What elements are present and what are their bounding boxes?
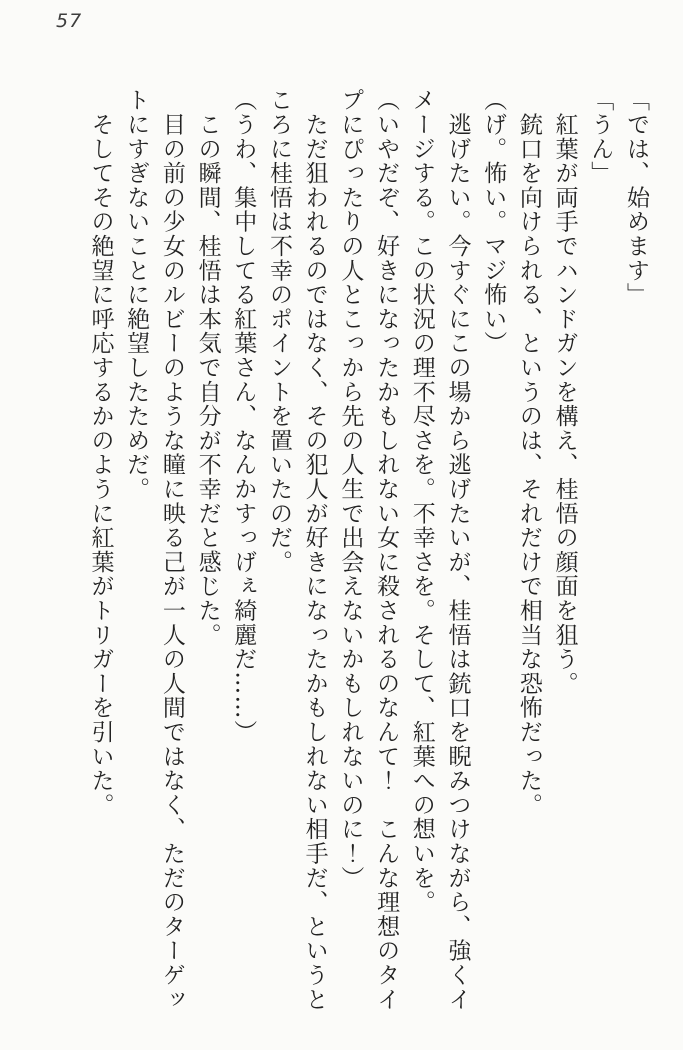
text-column: 「うん」 <box>587 88 614 186</box>
text-column: プにぴったりの人とこっから先の人生で出会えないかもしれないのに！） <box>337 88 364 890</box>
text-column: 逃げたい。今すぐにこの場から逃げたいが、桂悟は銃口を睨みつけながら、強くイ <box>444 88 471 1012</box>
text-column: 紅葉が両手でハンドガンを構え、桂悟の顔面を狙う。 <box>551 88 578 696</box>
text-column: 「では、始めます」 <box>623 88 649 307</box>
page-text <box>82 88 653 1014</box>
text-column: そしてその絶望に呼応するかのように紅葉がトリガーを引いた。 <box>87 88 114 817</box>
text-column: メージする。この状況の理不尽さを。不幸さを。そして、紅葉への想いを。 <box>408 88 435 915</box>
text-column: 目の前の少女のルビーのような瞳に映る己が一人の人間ではなく、ただのターゲッ <box>158 88 185 1012</box>
text-column: ころに桂悟は不幸のポイントを置いたのだ。 <box>265 88 292 574</box>
text-column: ただ狙われるのではなく、その犯人が好きになったかもしれない相手だ、というと <box>301 88 328 1012</box>
text-column: この瞬間、桂悟は本気で自分が不幸だと感じた。 <box>194 88 221 647</box>
text-column: 銃口を向けられる、というのは、それだけで相当な恐怖だった。 <box>515 88 542 817</box>
text-column: （いやだぞ、好きになったかもしれない女に殺されるのなんて！ こんな理想のタイ <box>373 88 400 1012</box>
page-number: 57 <box>56 10 83 32</box>
text-column: （うわ、集中してる紅葉さん、なんかすっげぇ綺麗だ……） <box>230 88 257 745</box>
text-column: トにすぎないことに絶望したためだ。 <box>123 88 150 502</box>
text-column: （げ。怖い。マジ怖い） <box>480 88 507 356</box>
